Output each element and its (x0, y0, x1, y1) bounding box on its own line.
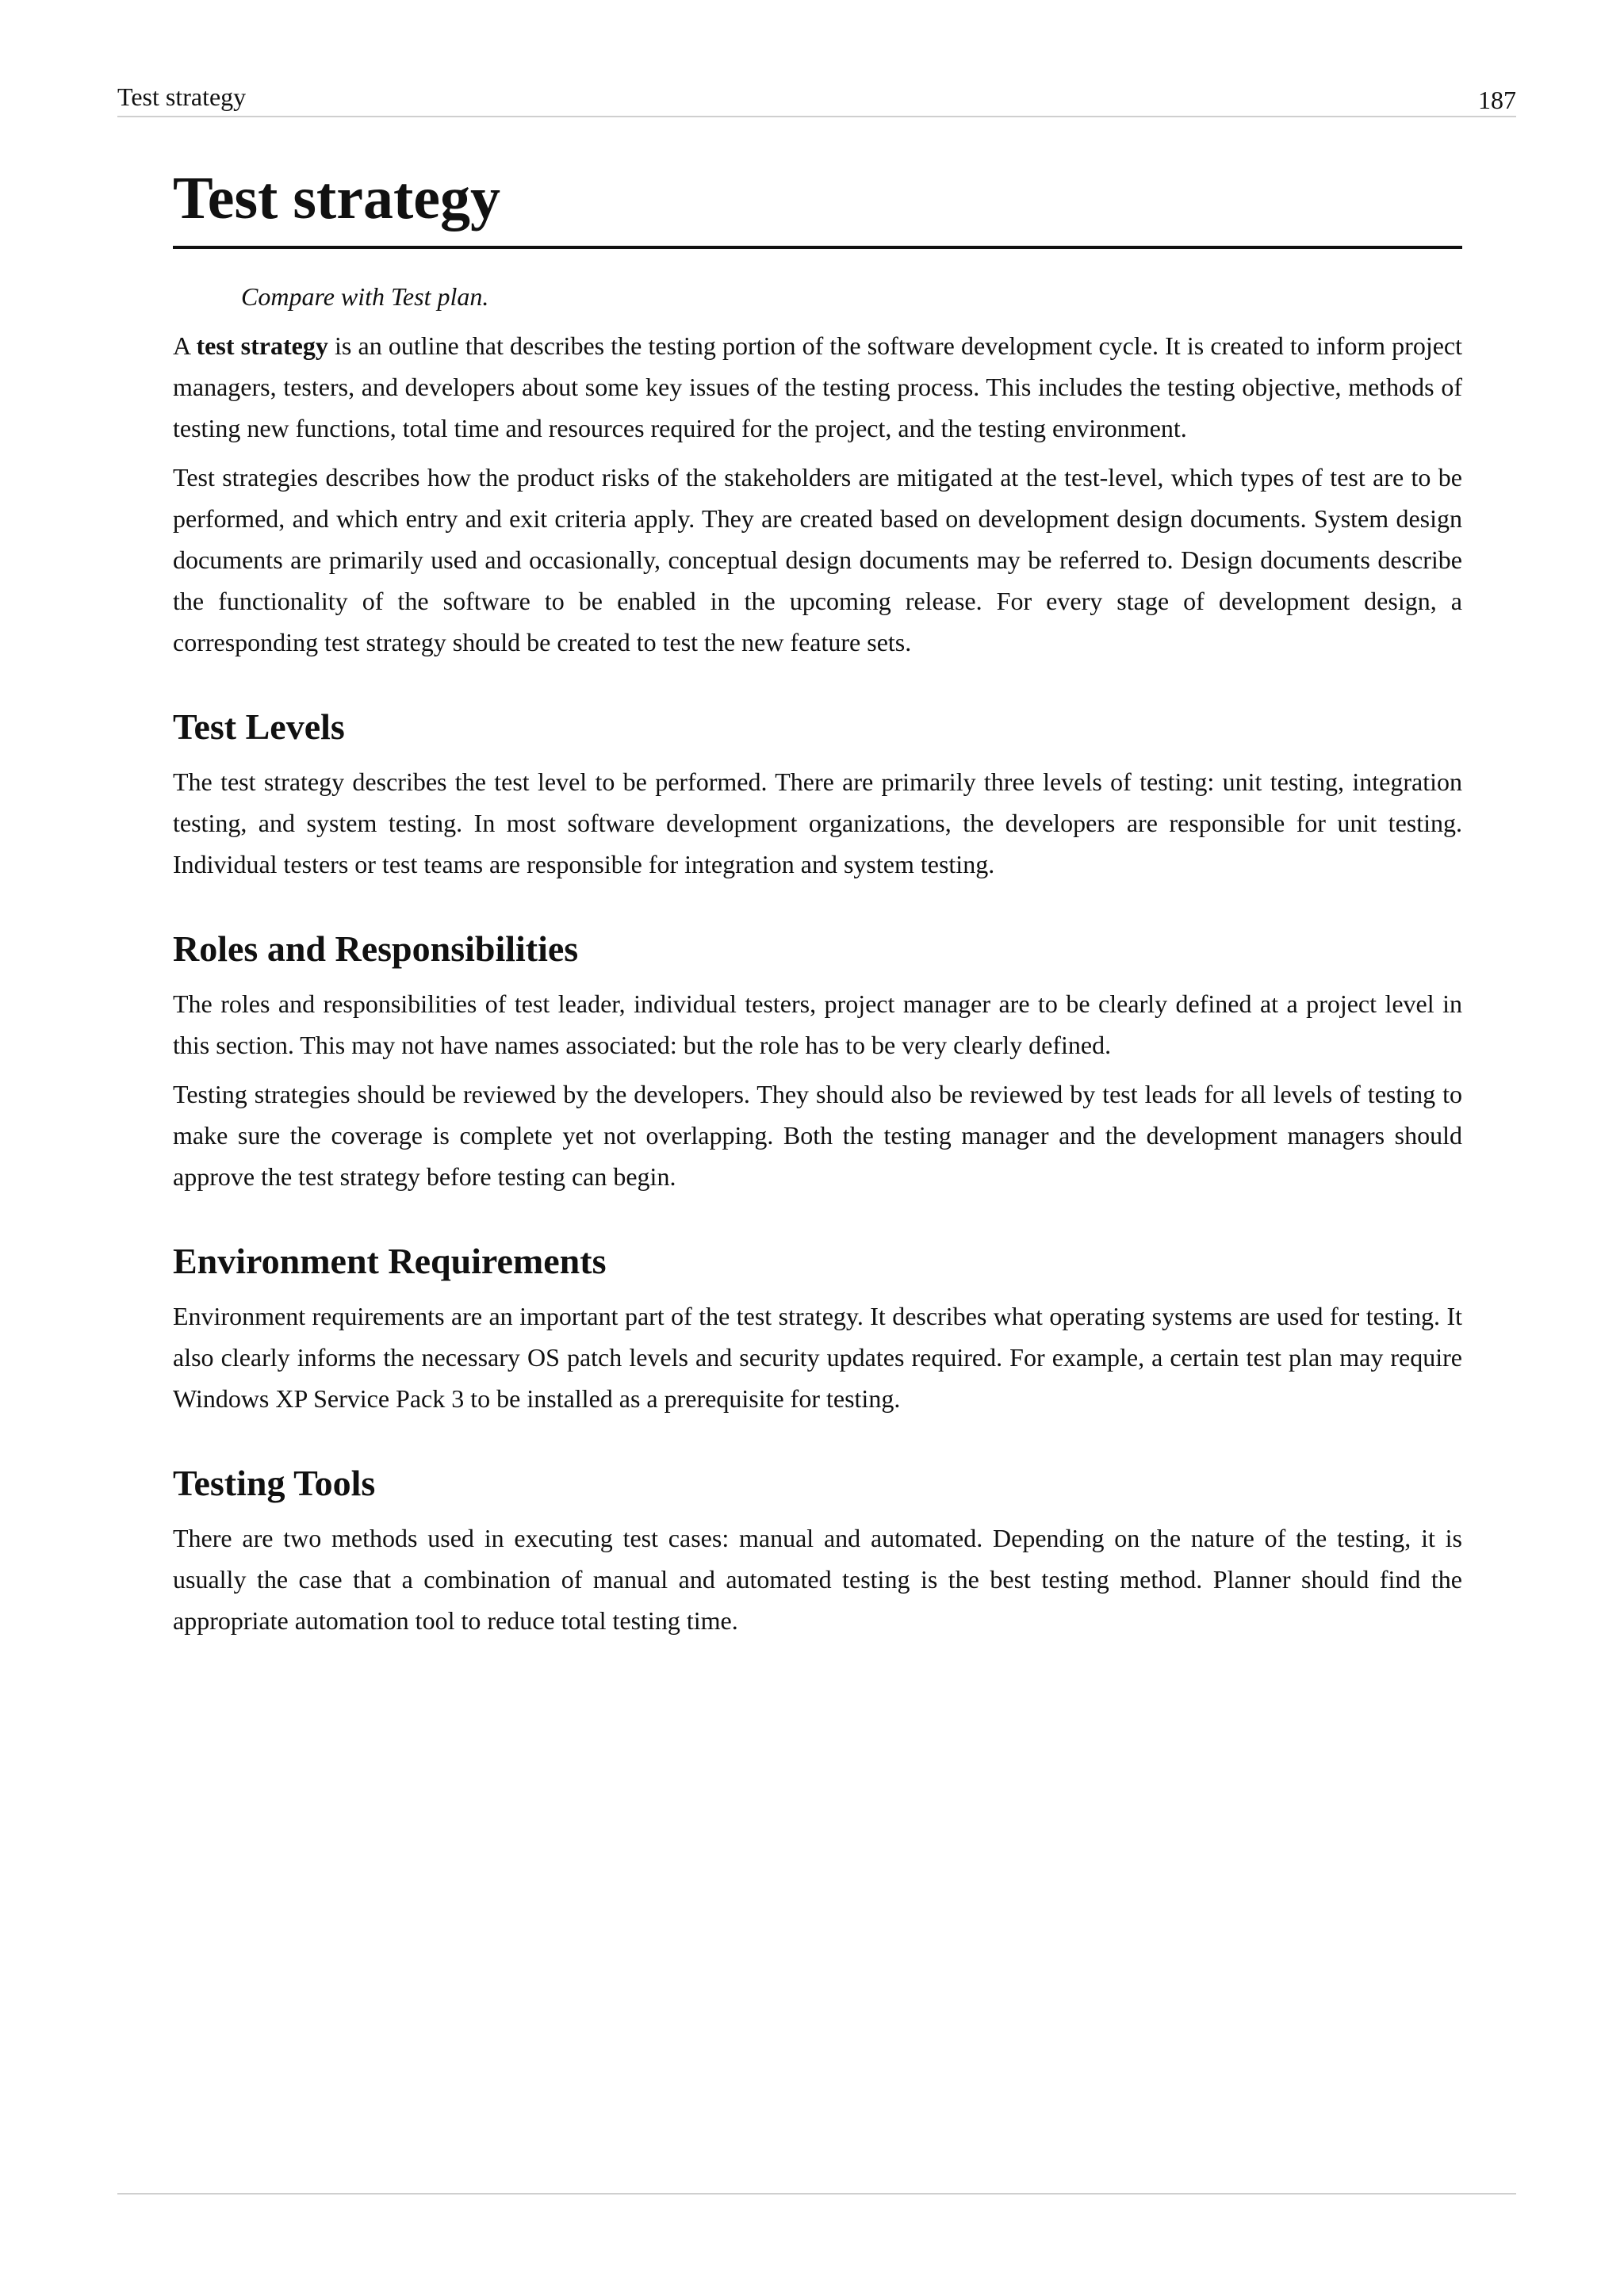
test-levels-paragraph: The test strategy describes the test level to be performed. There are primarily three levels of testing: unit testing, integration testing, and system testing. In most software development organizations, the developers are responsible for unit testing. Individual testers or test teams are responsible for integration and system testing. (173, 767, 1462, 878)
roles-paragraph-1: The roles and responsibilities of test leader, individual testers, project manager are to be clearly defined at a project level in this section. This may not have names associated: but the role has to be very clearly defined. (173, 989, 1462, 1059)
section-heading-test-levels: Test Levels (173, 706, 345, 747)
running-header (117, 76, 1516, 117)
intro-paragraph (173, 325, 1462, 449)
section-heading-environment-requirements: Environment Requirements (173, 1241, 607, 1281)
section-heading-roles-responsibilities: Roles and Responsibilities (173, 928, 579, 969)
environment-paragraph: Environment requirements are an important part of the test strategy. It describes what operating systems are used for testing. It also clearly informs the necessary OS patch levels and security updates required. For example, a certain test plan may require Windows XP Service Pack 3 to be installed as a prerequisite for testing. (173, 1302, 1462, 1413)
section-heading-testing-tools: Testing Tools (173, 1463, 376, 1503)
intro-lead-bold: test strategy (196, 331, 328, 360)
article-body (173, 159, 1462, 1641)
roles-paragraph-2: Testing strategies should be reviewed by the developers. They should also be reviewed by test leads for all levels of testing to make sure the coverage is complete yet not overlapping. Both the testing manager and the development managers should approve the test strategy before testing can begin. (173, 1080, 1462, 1191)
hatnote: Compare with Test plan. (241, 282, 489, 311)
testing-tools-paragraph: There are two methods used in executing test cases: manual and automated. Depending on the nature of the testing, it is usually the case that a combination of manual and automated testing is the best testing method. Planner should find the appropriate automation tool to reduce total testing time. (173, 1524, 1462, 1635)
intro-paragraph-2: Test strategies describes how the product risks of the stakeholders are mitigated at the test-level, which types of test are to be performed, and which entry and exit criteria apply. They are created based on development design documents. System design documents are primarily used and occasionally, conceptual design documents may be referred to. Design documents describe the functionality of the software to be enabled in the upcoming release. For every stage of development design, a corresponding test strategy should be created to test the new feature sets. (173, 463, 1462, 656)
page-number: 187 (1478, 86, 1516, 114)
intro-lead-after: is an outline that describes the testing portion of the software development cycle. It is created to inform project managers, testers, and developers about some key issues of the testing process. This includes the testing objective, methods of testing new functions, total time and resources required for the project, and the testing environment. (173, 331, 1463, 442)
footer-rule (117, 2193, 1516, 2195)
page-title: Test strategy (173, 159, 1462, 249)
running-title: Test strategy (117, 82, 247, 111)
intro-lead-before: A (173, 331, 197, 360)
